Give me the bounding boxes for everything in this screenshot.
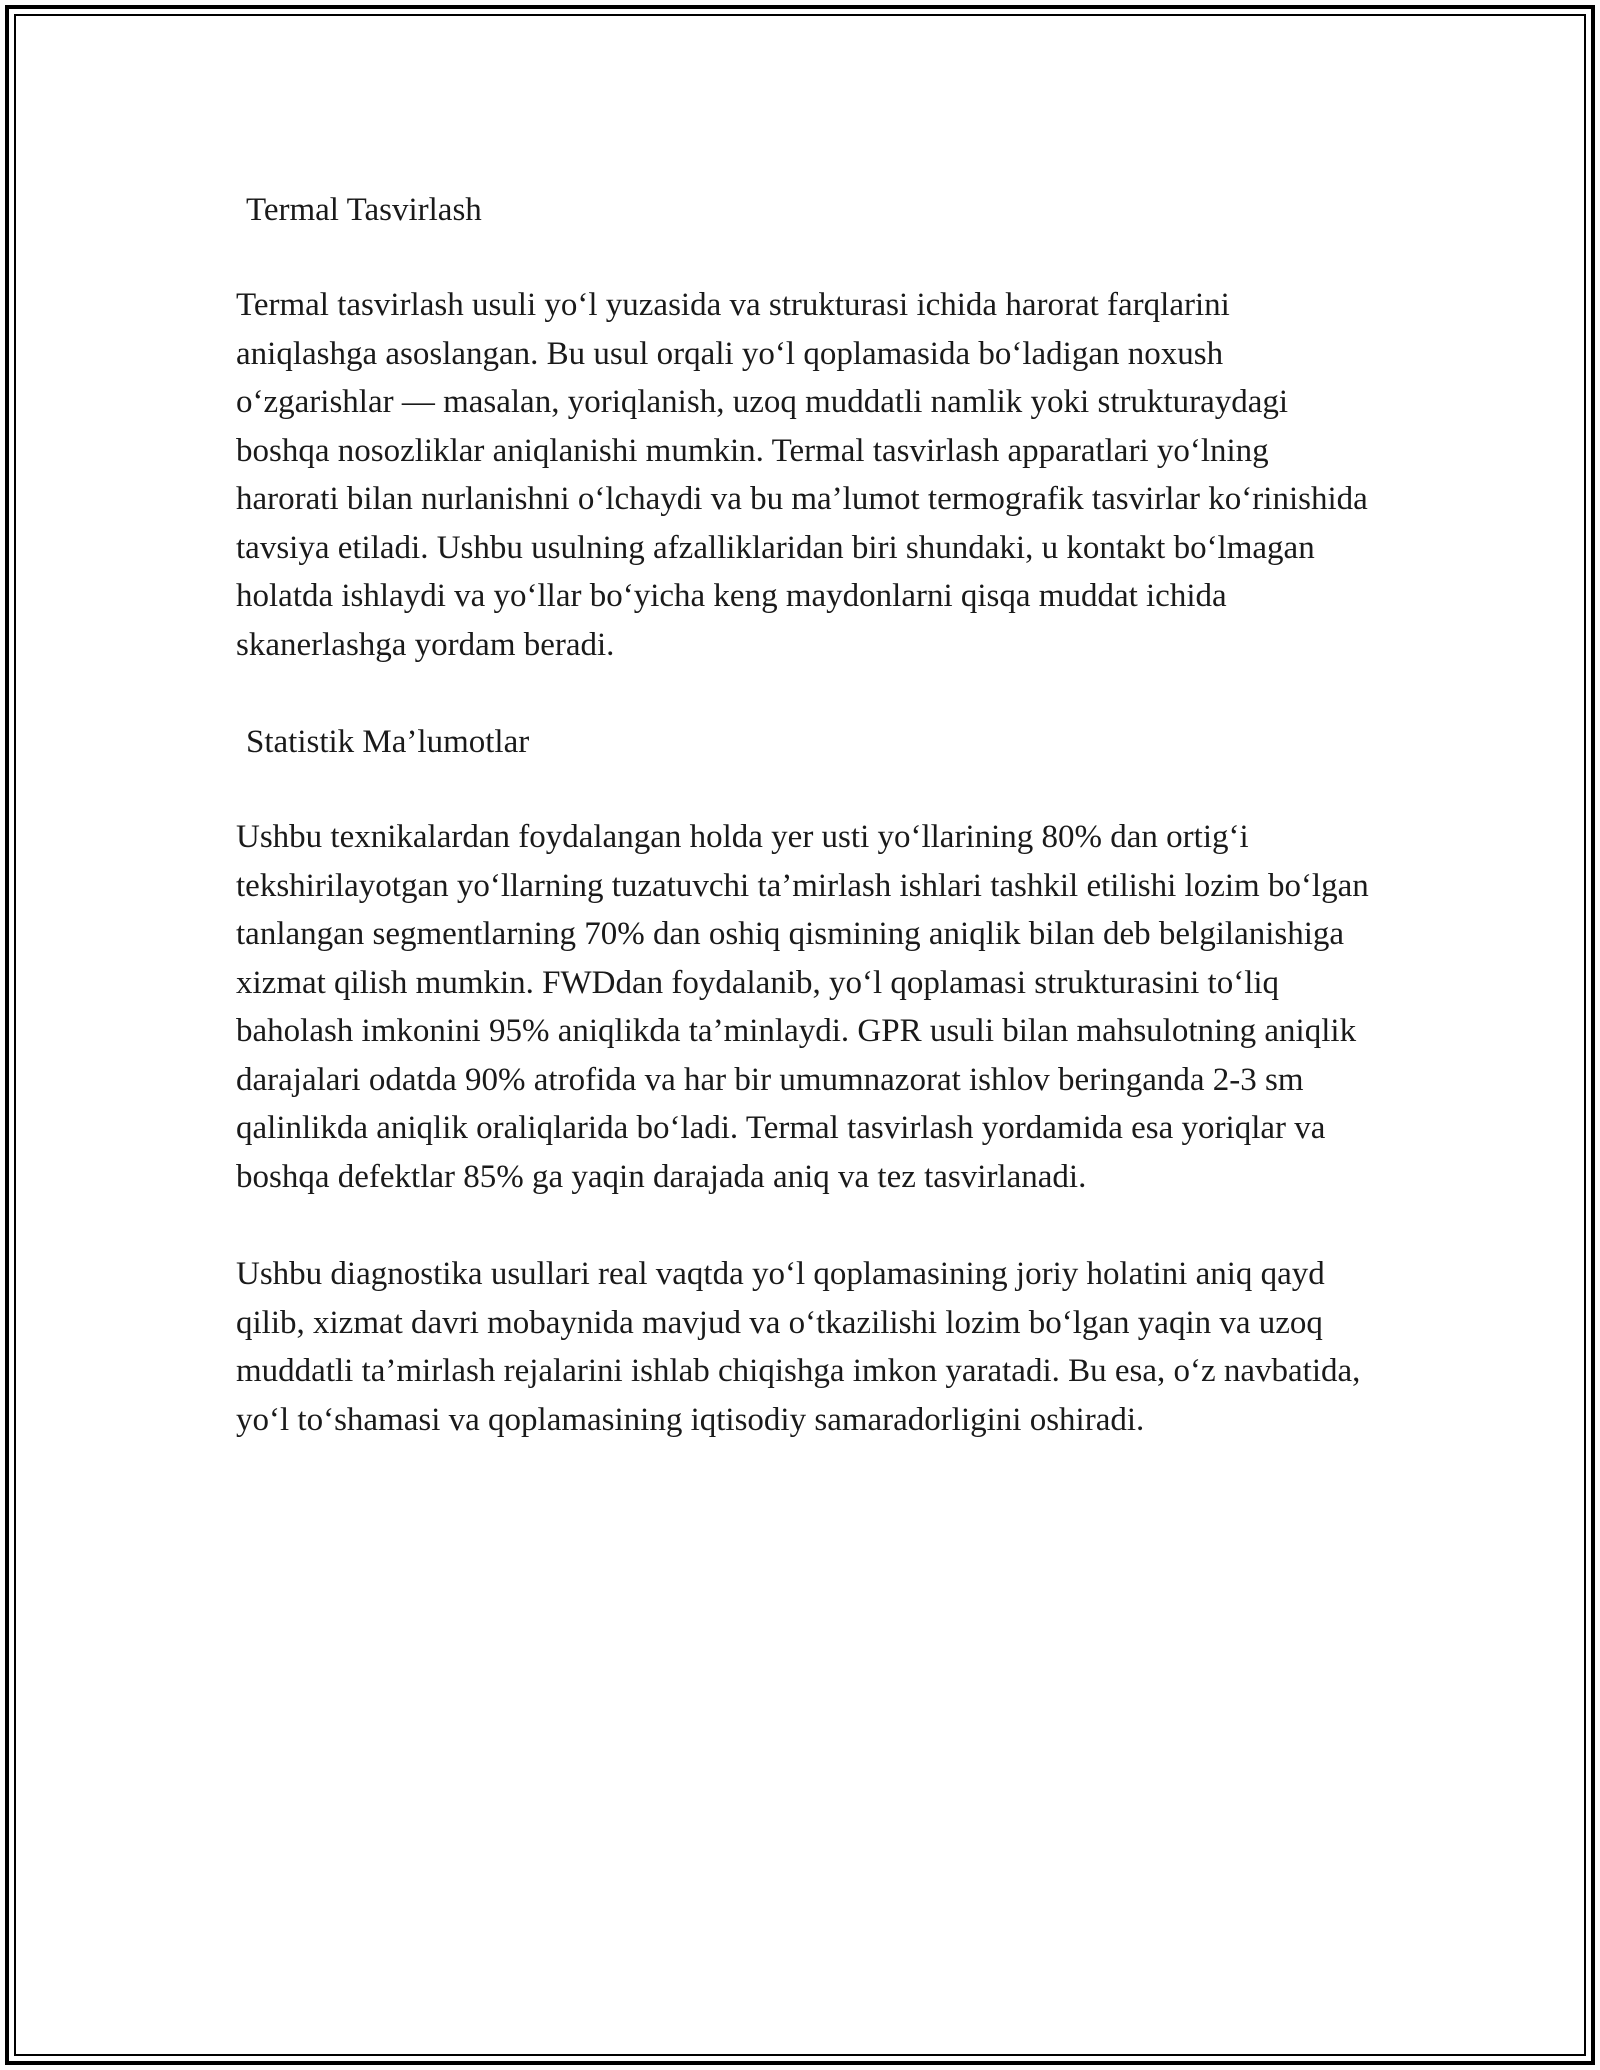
section-termal-tasvirlash <box>236 186 1376 669</box>
section-statistik-malumotlar <box>236 718 1376 1444</box>
paragraph: Ushbu texnikalardan foydalangan holda yer usti yo‘llarining 80% dan ortig‘i tekshirilayotgan yo‘llarning tuzatuvchi ta’mirlash ishlari tashkil etilishi lozim bo‘lgan tanlangan segmentlarning 70% dan oshiq qismining aniqlik bilan deb belgilanishiga xizmat qilish mumkin. FWDdan foydalanib, yo‘l qoplamasi strukturasini to‘liq baholash imkonini 95% aniqlikda ta’minlaydi. GPR usuli bilan mahsulotning aniqlik darajalari odatda 90% atrofida va har bir umumnazorat ishlov beringanda 2-3 sm qalinlikda aniqlik oraliqlarida bo‘ladi. Termal tasvirlash yordamida esa yoriqlar va boshqa defektlar 85% ga yaqin darajada aniq va tez tasvirlanadi. <box>236 819 1369 1195</box>
section-heading: Termal Tasvirlash <box>246 192 482 228</box>
section-heading: Statistik Ma’lumotlar <box>246 724 530 760</box>
document-body <box>236 186 1376 1493</box>
paragraph: Ushbu diagnostika usullari real vaqtda yo‘l qoplamasining joriy holatini aniq qayd qilib, xizmat davri mobaynida mavjud va o‘tkazilishi lozim bo‘lgan yaqin va uzoq muddatli ta’mirlash rejalarini ishlab chiqishga imkon yaratadi. Bu esa, o‘z navbatida, yo‘l to‘shamasi va qoplamasining iqtisodiy samaradorligini oshiradi. <box>236 1256 1361 1438</box>
paragraph: Termal tasvirlash usuli yo‘l yuzasida va strukturasi ichida harorat farqlarini aniqlashga asoslangan. Bu usul orqali yo‘l qoplamasida bo‘ladigan noxush o‘zgarishlar — masalan, yoriqlanish, uzoq muddatli namlik yoki strukturaydagi boshqa nosozliklar aniqlanishi mumkin. Termal tasvirlash apparatlari yo‘lning harorati bilan nurlanishni o‘lchaydi va bu ma’lumot termografik tasvirlar ko‘rinishida tavsiya etiladi. Ushbu usulning afzalliklaridan biri shundaki, u kontakt bo‘lmagan holatda ishlaydi va yo‘llar bo‘yicha keng maydonlarni qisqa muddat ichida skanerlashga yordam beradi. <box>236 287 1368 663</box>
